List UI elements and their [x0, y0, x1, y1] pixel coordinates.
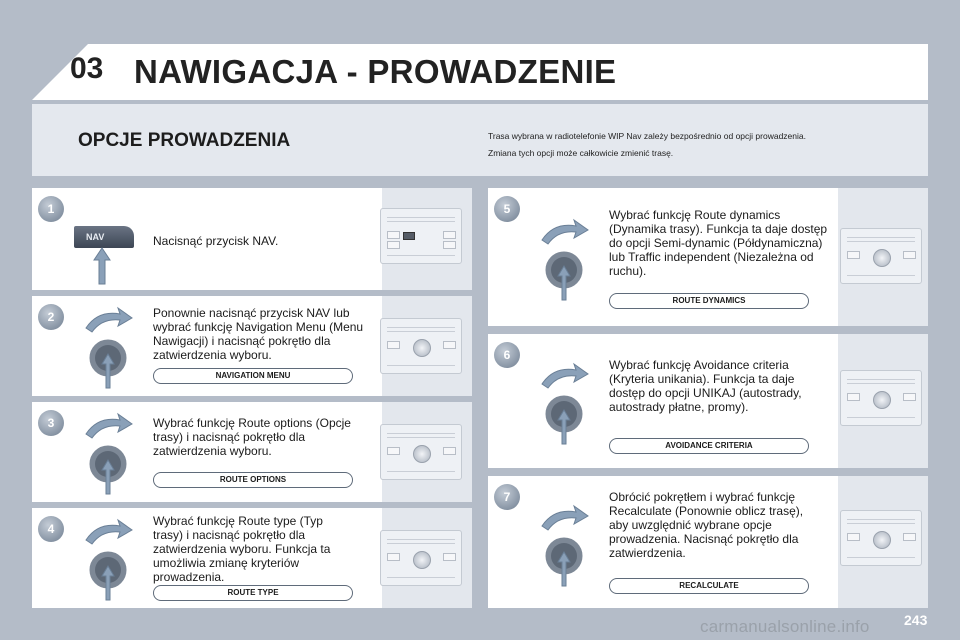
radio-panel-icon [380, 424, 462, 480]
screen-menu-label: NAVIGATION MENU [153, 368, 353, 384]
step-2 [32, 296, 472, 396]
section-title: OPCJE PROWADZENIA [78, 130, 291, 151]
step-number: 6 [494, 342, 520, 368]
step-7 [488, 476, 928, 608]
step-number: 1 [38, 196, 64, 222]
dial-rotate-press-icon [532, 502, 596, 590]
step-4 [32, 508, 472, 608]
screen-menu-label: ROUTE OPTIONS [153, 472, 353, 488]
press-arrow-icon [92, 246, 112, 286]
step-text: Wybrać funkcję Route dynamics (Dynamika trasy). Funkcja ta daje dostęp do opcji Semi-dynamic (Półdynamiczna) lub Traffic independent (Niezależna od ruchu). [609, 208, 828, 278]
step-text: Wybrać funkcję Avoidance criteria (Kryteria unikania). Funkcja ta daje dostęp do opcji UNIKAJ (autostrady, autostrady płatne, promy). [609, 358, 802, 414]
step-number: 4 [38, 516, 64, 542]
dial-rotate-press-icon [76, 410, 140, 498]
radio-panel-icon [380, 530, 462, 586]
page-title: NAWIGACJA - PROWADZENIE [134, 53, 617, 90]
step-text: Obrócić pokrętłem i wybrać funkcję Recalculate (Ponownie oblicz trasę), aby uwzględnić wybrane opcje prowadzenia. Nacisnąć pokrętło dla zatwierdzenia. [609, 490, 804, 560]
dial-rotate-press-icon [76, 516, 140, 604]
step-5 [488, 188, 928, 326]
intro-line-2: Zmiana tych opcji może całkowicie zmienić trasę. [488, 148, 674, 158]
step-text: Ponownie nacisnąć przycisk NAV lub wybrać funkcję Navigation Menu (Menu Nawigacji) i nacisnąć pokrętło dla zatwierdzenia wyboru. [153, 306, 364, 362]
step-number: 5 [494, 196, 520, 222]
dial-rotate-press-icon [76, 304, 140, 392]
step-text: Wybrać funkcję Route type (Typ trasy) i nacisnąć pokrętło dla zatwierdzenia wyboru. Funkcja ta umożliwia zmianę kryteriów prowadzenia. [153, 514, 331, 584]
screen-menu-label: ROUTE DYNAMICS [609, 293, 809, 309]
radio-panel-icon [380, 208, 462, 264]
step-number: 2 [38, 304, 64, 330]
dial-rotate-press-icon [532, 360, 596, 448]
radio-panel-icon [380, 318, 462, 374]
step-6 [488, 334, 928, 468]
radio-panel-icon [840, 510, 922, 566]
step-text: Nacisnąć przycisk NAV. [153, 234, 279, 248]
step-3 [32, 402, 472, 502]
step-text: Wybrać funkcję Route options (Opcje trasy) i nacisnąć pokrętło dla zatwierdzenia wyboru. [153, 416, 351, 458]
page-number: 243 [904, 612, 928, 628]
nav-key: NAV [74, 226, 134, 248]
screen-menu-label: AVOIDANCE CRITERIA [609, 438, 809, 454]
intro-text [488, 128, 918, 162]
radio-panel-icon [840, 370, 922, 426]
screen-menu-label: RECALCULATE [609, 578, 809, 594]
radio-panel-icon [840, 228, 922, 284]
nav-button-highlight [403, 232, 415, 240]
step-number: 3 [38, 410, 64, 436]
chapter-number: 03 [70, 52, 104, 85]
intro-line-1: Trasa wybrana w radiotelefonie WIP Nav zależy bezpośrednio od opcji prowadzenia. [488, 131, 806, 141]
screen-menu-label: ROUTE TYPE [153, 585, 353, 601]
step-number: 7 [494, 484, 520, 510]
watermark: carmanualsonline.info [700, 617, 870, 636]
dial-rotate-press-icon [532, 216, 596, 304]
